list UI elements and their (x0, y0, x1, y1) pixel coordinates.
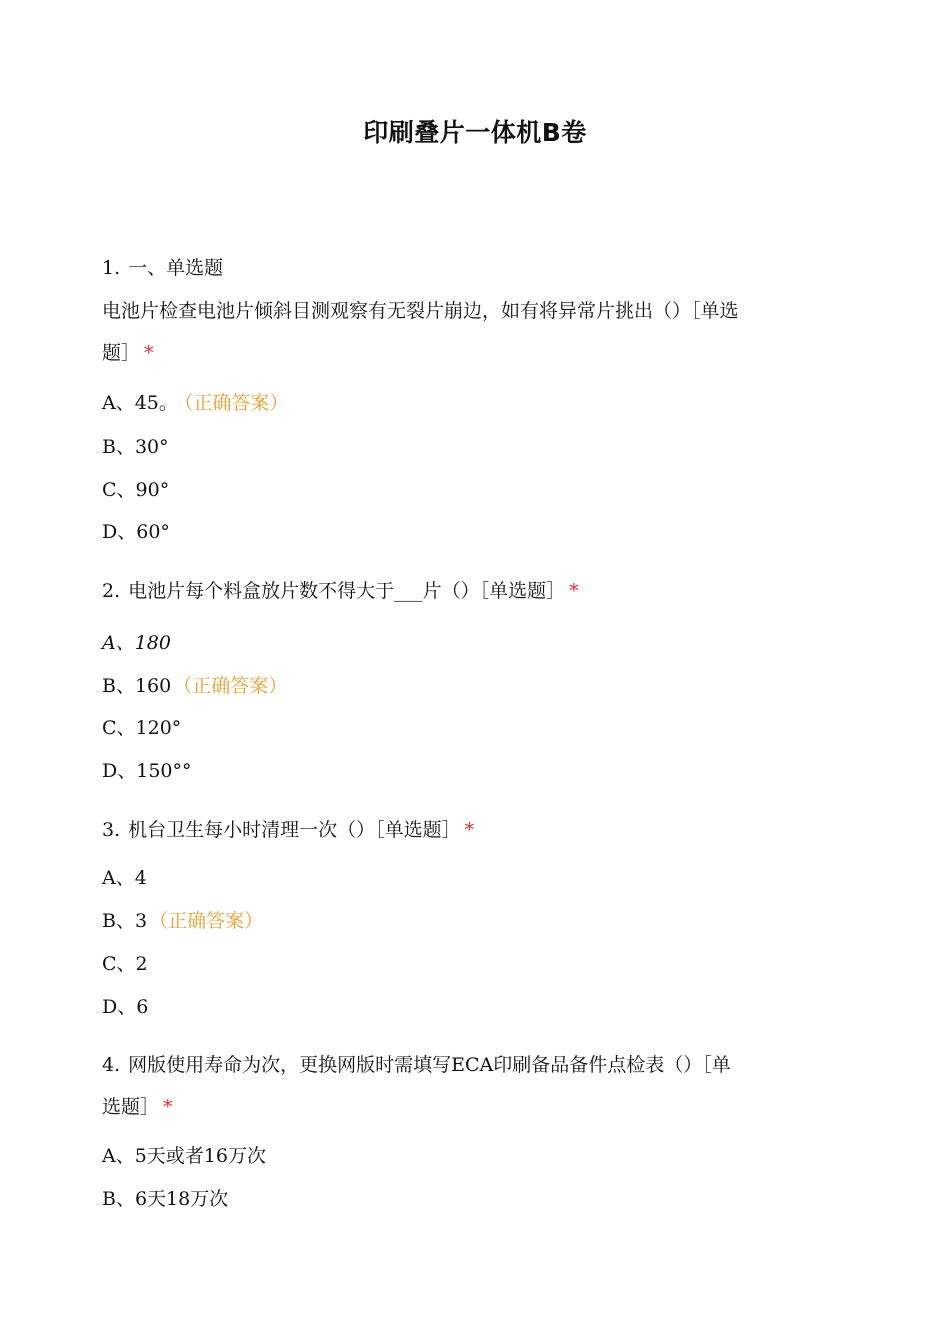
option-3b[interactable] (102, 910, 263, 932)
option-label: A、45。 (102, 392, 178, 414)
option-3a[interactable]: A、4 (102, 867, 147, 889)
option-2c[interactable]: C、120° (102, 717, 182, 739)
option-label: B、160 (102, 675, 172, 697)
question-text-cont: 选题］ (102, 1096, 160, 1118)
required-mark: * (163, 1096, 173, 1118)
question-text-cont: 题］ (102, 342, 141, 364)
required-mark: * (569, 580, 579, 602)
correct-answer-tag: （正确答案） (173, 675, 288, 697)
option-2b[interactable] (102, 675, 287, 697)
question-number: 2. (102, 580, 121, 602)
question-text: 机台卫生每小时清理一次（）［单选题］ (128, 819, 461, 841)
option-3c[interactable]: C、2 (102, 953, 148, 975)
correct-answer-tag: （正确答案） (183, 392, 289, 414)
required-mark: * (464, 819, 475, 841)
question-text: 电池片每个料盒放片数不得大于___片（）［单选题］ (128, 580, 566, 602)
question-1-text: 电池片检查电池片倾斜目测观察有无裂片崩边，如有将异常片挑出（）［单选 (102, 300, 739, 322)
correct-answer-tag: （正确答案） (149, 910, 264, 932)
option-3d[interactable]: D、6 (102, 996, 149, 1018)
question-1-text-cont (102, 342, 154, 364)
option-1c[interactable]: C、90° (102, 479, 170, 501)
required-mark: * (144, 342, 154, 364)
section-heading: 一、单选题 (128, 257, 224, 279)
question-4-text-cont (102, 1096, 173, 1118)
question-4-text (102, 1054, 731, 1076)
question-number: 4. (102, 1054, 121, 1076)
question-number: 3. (102, 819, 121, 841)
option-label: B、3 (102, 910, 148, 932)
question-number: 1. (102, 257, 121, 279)
option-1a[interactable] (102, 392, 288, 414)
question-text: 网版使用寿命为次，更换网版时需填写ECA印刷备品备件点检表（）［单 (128, 1054, 731, 1076)
option-2a[interactable]: A、180 (102, 632, 171, 654)
option-4b[interactable]: B、6天18万次 (102, 1188, 229, 1210)
option-2d[interactable]: D、150°° (102, 760, 192, 782)
option-4a[interactable]: A、5天或者16万次 (102, 1145, 266, 1167)
question-2-text (102, 580, 579, 602)
question-3-text (102, 819, 474, 841)
option-1b[interactable]: B、30° (102, 436, 169, 458)
option-1d[interactable]: D、60° (102, 521, 170, 543)
document-title: 印刷叠片一体机B卷 (363, 118, 587, 147)
question-1-header (102, 257, 223, 279)
